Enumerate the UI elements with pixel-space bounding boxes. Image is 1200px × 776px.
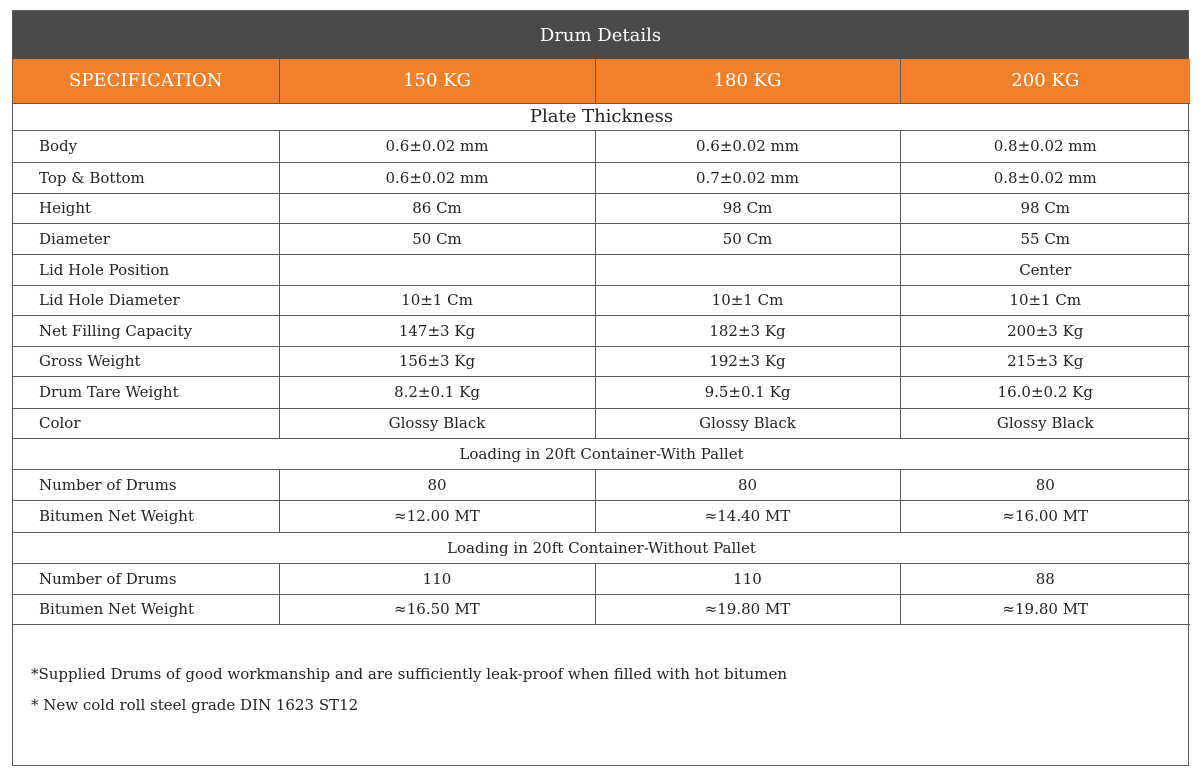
table-cell: 80: [900, 469, 1190, 500]
row-label: Top & Bottom: [13, 162, 279, 193]
row-label: Number of Drums: [13, 469, 279, 500]
table-cell: 50 Cm: [595, 223, 900, 254]
table-cell: 50 Cm: [279, 223, 595, 254]
table-cell: 55 Cm: [900, 223, 1190, 254]
footnote: * New cold roll steel grade DIN 1623 ST12: [31, 696, 359, 714]
section-title: Loading in 20ft Container-Without Pallet: [13, 532, 1190, 563]
table-row: [13, 500, 1190, 532]
section-title: Loading in 20ft Container-With Pallet: [13, 438, 1190, 469]
section-header-row: [13, 103, 1190, 130]
table-row: [13, 130, 1190, 162]
footnote: *Supplied Drums of good workmanship and are sufficiently leak-proof when filled with hot bitumen: [31, 665, 787, 683]
table-row: [13, 285, 1190, 315]
table-cell: 10±1 Cm: [595, 285, 900, 315]
row-label: Lid Hole Position: [13, 254, 279, 285]
table-cell: ≈16.00 MT: [900, 500, 1190, 532]
table-cell: Glossy Black: [900, 408, 1190, 438]
table-title: Drum Details: [13, 11, 1188, 59]
table-cell: ≈16.50 MT: [279, 594, 595, 624]
table-row: [13, 193, 1190, 223]
table-row: [13, 346, 1190, 376]
table-cell: [279, 254, 595, 285]
row-label: Gross Weight: [13, 346, 279, 376]
table-body: [13, 103, 1190, 624]
table-cell: 0.8±0.02 mm: [900, 130, 1190, 162]
table-row: [13, 469, 1190, 500]
table-cell: 0.6±0.02 mm: [279, 130, 595, 162]
table-cell: 88: [900, 563, 1190, 594]
table-cell: 215±3 Kg: [900, 346, 1190, 376]
column-header-specification: SPECIFICATION: [13, 59, 279, 103]
table-cell: 10±1 Cm: [900, 285, 1190, 315]
table-cell: 16.0±0.2 Kg: [900, 376, 1190, 408]
column-header-150kg: 150 KG: [279, 59, 595, 103]
table-cell: 80: [595, 469, 900, 500]
table-cell: 10±1 Cm: [279, 285, 595, 315]
table-cell: 80: [279, 469, 595, 500]
footnotes: [31, 665, 787, 727]
table-cell: 147±3 Kg: [279, 315, 595, 346]
row-label: Drum Tare Weight: [13, 376, 279, 408]
row-label: Net Filling Capacity: [13, 315, 279, 346]
table-cell: 110: [595, 563, 900, 594]
table-row: [13, 315, 1190, 346]
table-cell: ≈14.40 MT: [595, 500, 900, 532]
row-label: Height: [13, 193, 279, 223]
row-label: Bitumen Net Weight: [13, 594, 279, 624]
row-label: Lid Hole Diameter: [13, 285, 279, 315]
drum-spec-table: [13, 59, 1190, 625]
table-cell: 9.5±0.1 Kg: [595, 376, 900, 408]
table-row: [13, 162, 1190, 193]
table-cell: 200±3 Kg: [900, 315, 1190, 346]
header-row: [13, 59, 1190, 103]
section-header-row: [13, 532, 1190, 563]
table-cell: 98 Cm: [595, 193, 900, 223]
row-label: Color: [13, 408, 279, 438]
table-cell: 0.8±0.02 mm: [900, 162, 1190, 193]
table-row: [13, 408, 1190, 438]
table-cell: ≈19.80 MT: [595, 594, 900, 624]
table-row: [13, 376, 1190, 408]
table-cell: 0.7±0.02 mm: [595, 162, 900, 193]
table-cell: Center: [900, 254, 1190, 285]
table-cell: 8.2±0.1 Kg: [279, 376, 595, 408]
section-title: Plate Thickness: [13, 103, 1190, 130]
table-cell: 0.6±0.02 mm: [595, 130, 900, 162]
table-cell: Glossy Black: [595, 408, 900, 438]
row-label: Bitumen Net Weight: [13, 500, 279, 532]
table-row: [13, 254, 1190, 285]
table-row: [13, 563, 1190, 594]
section-header-row: [13, 438, 1190, 469]
table-cell: 86 Cm: [279, 193, 595, 223]
table-cell: 182±3 Kg: [595, 315, 900, 346]
column-header-180kg: 180 KG: [595, 59, 900, 103]
table-cell: 98 Cm: [900, 193, 1190, 223]
table-row: [13, 223, 1190, 254]
table-row: [13, 594, 1190, 624]
column-header-200kg: 200 KG: [900, 59, 1190, 103]
table-cell: ≈19.80 MT: [900, 594, 1190, 624]
table-cell: ≈12.00 MT: [279, 500, 595, 532]
table-cell: Glossy Black: [279, 408, 595, 438]
table-cell: 156±3 Kg: [279, 346, 595, 376]
table-cell: 0.6±0.02 mm: [279, 162, 595, 193]
table-cell: 110: [279, 563, 595, 594]
table-cell: [595, 254, 900, 285]
row-label: Number of Drums: [13, 563, 279, 594]
table-cell: 192±3 Kg: [595, 346, 900, 376]
row-label: Body: [13, 130, 279, 162]
drum-details-panel: [12, 10, 1189, 766]
row-label: Diameter: [13, 223, 279, 254]
